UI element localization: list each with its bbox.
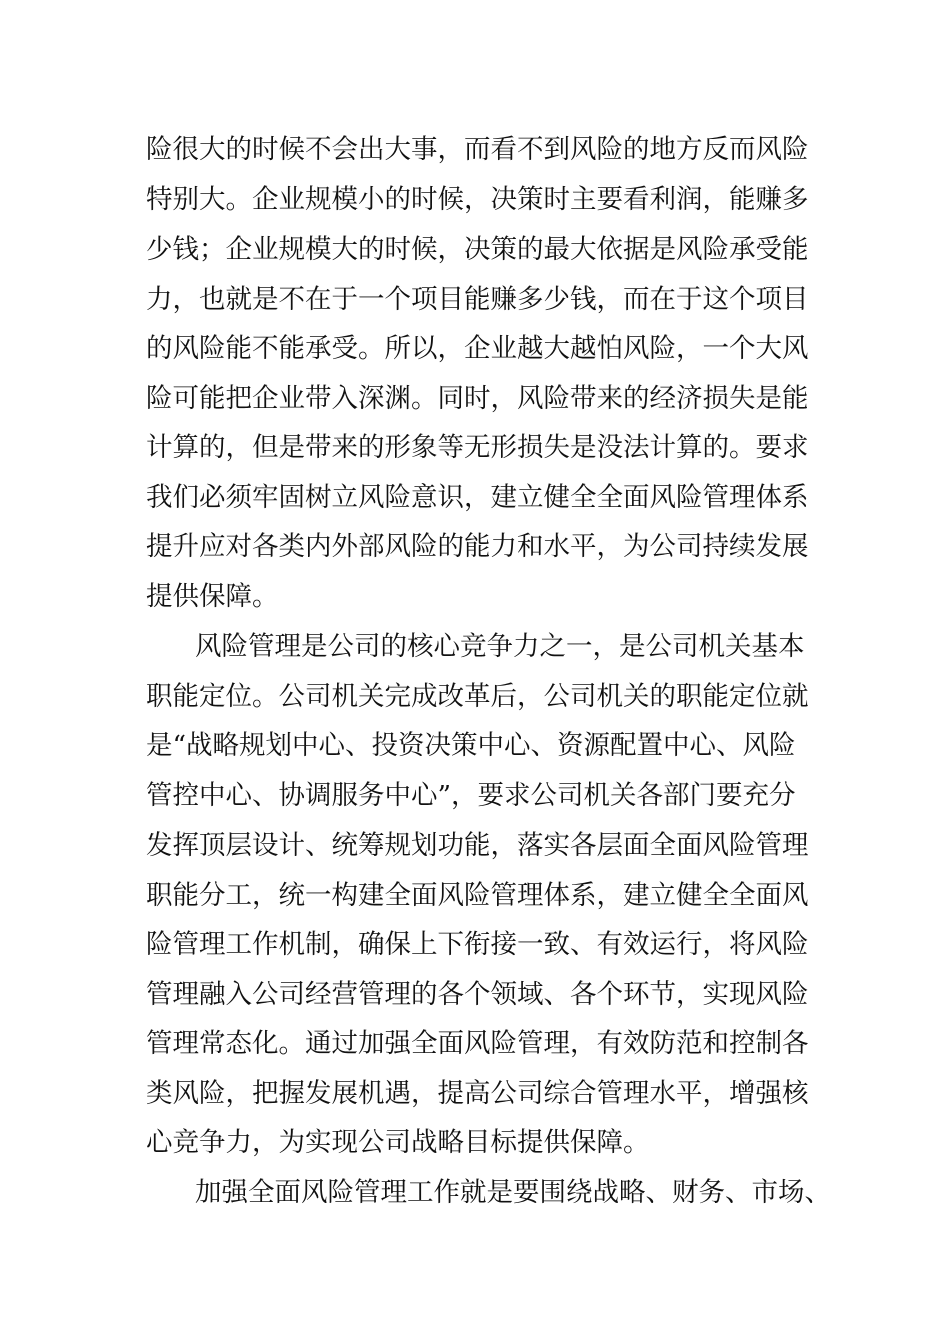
text-line: 特别大。企业规模小的时候，决策时主要看利润，能赚多 [146, 184, 809, 215]
paragraph-first-line: 风险管理是公司的核心竞争力之一，是公司机关基本 [195, 631, 805, 662]
text-line: 是“战略规划中心、投资决策中心、资源配置中心、风险 [146, 730, 796, 761]
text-line: 心竞争力，为实现公司战略目标提供保障。 [146, 1127, 650, 1158]
text-line: 计算的，但是带来的形象等无形损失是没法计算的。要求 [146, 432, 809, 463]
text-line: 我们必须牢固树立风险意识，建立健全全面风险管理体系 [146, 482, 809, 513]
text-line: 险管理工作机制，确保上下衔接一致、有效运行，将风险 [146, 929, 809, 960]
text-line: 力，也就是不在于一个项目能赚多少钱，而在于这个项目 [146, 284, 809, 315]
text-line: 类风险，把握发展机遇，提高公司综合管理水平，增强核 [146, 1078, 809, 1109]
paragraph-first-line: 加强全面风险管理工作就是要围绕战略、财务、市场、 [195, 1177, 831, 1208]
text-line: 管控中心、协调服务中心”，要求公司机关各部门要充分 [146, 780, 796, 811]
text-line: 管理融入公司经营管理的各个领域、各个环节，实现风险 [146, 979, 809, 1010]
text-line: 少钱；企业规模大的时候，决策的最大依据是风险承受能 [146, 234, 809, 265]
text-line: 险可能把企业带入深渊。同时，风险带来的经济损失是能 [146, 383, 809, 414]
text-line: 提升应对各类内外部风险的能力和水平，为公司持续发展 [146, 531, 809, 562]
text-line: 职能分工，统一构建全面风险管理体系，建立健全全面风 [146, 880, 809, 911]
text-line: 职能定位。公司机关完成改革后，公司机关的职能定位就 [146, 681, 809, 712]
text-line: 发挥顶层设计、统筹规划功能，落实各层面全面风险管理 [146, 830, 809, 861]
text-line: 险很大的时候不会出大事，而看不到风险的地方反而风险 [146, 134, 809, 165]
text-line: 管理常态化。通过加强全面风险管理，有效防范和控制各 [146, 1028, 809, 1059]
text-line: 提供保障。 [146, 581, 279, 612]
text-line: 的风险能不能承受。所以，企业越大越怕风险，一个大风 [146, 333, 809, 364]
